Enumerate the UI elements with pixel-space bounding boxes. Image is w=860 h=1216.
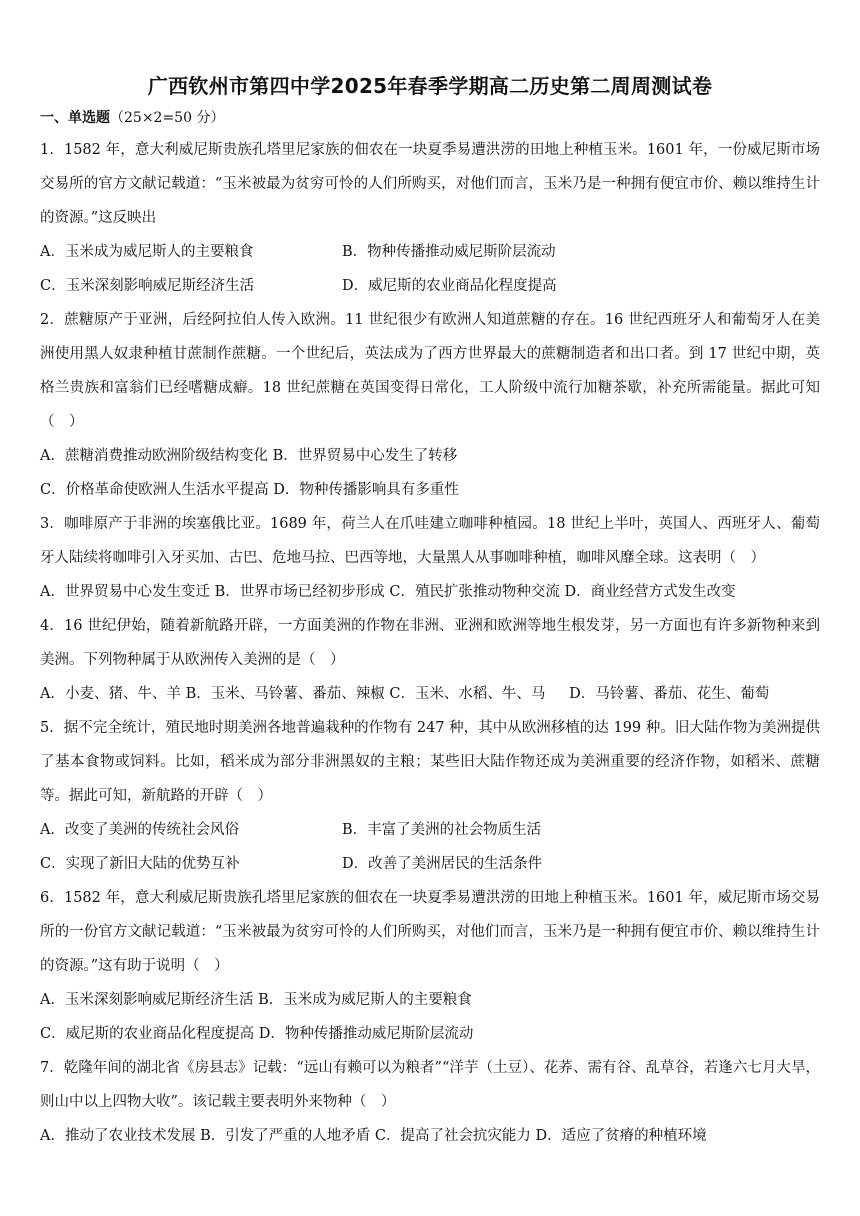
section-score: （25×2=50 分） [110, 110, 225, 126]
question-2-stem: 2．蔗糖原产于亚洲，后经阿拉伯人传入欧洲。11 世纪很少有欧洲人知道蔗糖的存在。16 世纪西班牙人和葡萄牙人在美洲使用黑人奴隶种植甘蔗制作蔗糖。一个世纪后，英法成为了西方世界最大的蔗糖制造者和出口者。到 17 世纪中期，英格兰贵族和富翁们已经嗜糖成癖。18 世纪蔗糖在英国变得日常化，工人阶级中流行加糖茶歇，补充所需能量。据此可知（ ） [40, 312, 820, 430]
question-3-stem: 3．咖啡原产于非洲的埃塞俄比亚。1689 年，荷兰人在爪哇建立咖啡种植园。18 世纪上半叶，英国人、西班牙人、葡萄牙人陆续将咖啡引入牙买加、古巴、危地马拉、巴西等地，大量黑人从事咖啡种植，咖啡风靡全球。这表明（ ） [40, 516, 820, 566]
question-list [40, 133, 820, 1153]
question-1-options-row1 [40, 235, 820, 269]
question-5-option-c[interactable]: C．实现了新旧大陆的优势互补 [40, 856, 240, 872]
exam-title: 广西钦州市第四中学2025年春季学期高二历史第二周周测试卷 [147, 74, 713, 98]
question-6-options-cd[interactable]: C．威尼斯的农业商品化程度提高 D．物种传播推动威尼斯阶层流动 [40, 1026, 474, 1042]
question-2-options-ab[interactable]: A．蔗糖消费推动欧洲阶级结构变化 B．世界贸易中心发生了转移 [40, 448, 458, 464]
question-3-options[interactable]: A．世界贸易中心发生变迁 B．世界市场已经初步形成 C．殖民扩张推动物种交流 D．商业经营方式发生改变 [40, 584, 736, 600]
question-1-option-c[interactable]: C．玉米深刻影响威尼斯经济生活 [40, 278, 255, 294]
question-5-options-row2 [40, 847, 820, 881]
question-1-option-a[interactable]: A．玉米成为威尼斯人的主要粮食 [40, 244, 254, 260]
question-1-option-b[interactable]: B．物种传播推动威尼斯阶层流动 [342, 244, 556, 260]
question-1-stem: 1．1582 年，意大利威尼斯贵族孔塔里尼家族的佃农在一块夏季易遭洪涝的田地上种植玉米。1601 年，一份威尼斯市场交易所的官方文献记载道：“玉米被最为贫穷可怜的人们所购买，对他们而言，玉米乃是一种拥有便宜市价、赖以维持生计的资源。”这反映出 [40, 142, 820, 226]
question-5-option-b[interactable]: B．丰富了美洲的社会物质生活 [342, 822, 542, 838]
question-5-option-a[interactable]: A．改变了美洲的传统社会风俗 [40, 822, 239, 838]
question-1-option-d[interactable]: D．威尼斯的农业商品化程度提高 [342, 278, 557, 294]
question-2-options-cd[interactable]: C．价格革命使欧洲人生活水平提高 D．物种传播影响具有多重性 [40, 482, 459, 498]
question-5-stem: 5．据不完全统计，殖民地时期美洲各地普遍栽种的作物有 247 种，其中从欧洲移植的达 199 种。旧大陆作物为美洲提供了基本食物或饲料。比如，稻米成为部分非洲黑奴的主粮；某些旧大陆作物还成为美洲重要的经济作物，如稻米、蔗糖等。据此可知，新航路的开辟（ ） [40, 720, 820, 804]
question-1-options-row2 [40, 269, 820, 303]
question-4-stem: 4．16 世纪伊始，随着新航路开辟，一方面美洲的作物在非洲、亚洲和欧洲等地生根发芽，另一方面也有许多新物种来到美洲。下列物种属于从欧洲传入美洲的是（ ） [40, 618, 820, 668]
question-5-option-d[interactable]: D．改善了美洲居民的生活条件 [342, 856, 543, 872]
question-5-options-row1 [40, 813, 820, 847]
section-name: 一、单选题 [40, 110, 110, 126]
question-7-stem: 7．乾隆年间的湖北省《房县志》记载：“远山有赖可以为粮者”“洋芋（土豆）、花荞、需有谷、乱草谷，若逢六七月大旱，则山中以上四物大收”。该记载主要表明外来物种（ ） [40, 1060, 820, 1110]
question-6-options-ab[interactable]: A．玉米深刻影响威尼斯经济生活 B．玉米成为威尼斯人的主要粮食 [40, 992, 472, 1008]
section-heading [40, 107, 224, 127]
question-6-stem: 6．1582 年，意大利威尼斯贵族孔塔里尼家族的佃农在一块夏季易遭洪涝的田地上种植玉米。1601 年，威尼斯市场交易所的一份官方文献记载道：“玉米被最为贫穷可怜的人们所购买，对他们而言，玉米乃是一种拥有便宜市价、赖以维持生计的资源。”这有助于说明（ ） [40, 890, 820, 974]
question-7-options[interactable]: A．推动了农业技术发展 B．引发了严重的人地矛盾 C．提高了社会抗灾能力 D．适应了贫瘠的种植环境 [40, 1128, 707, 1144]
question-4-options[interactable]: A．小麦、猪、牛、羊 B．玉米、马铃薯、番茄、辣椒 C．玉米、水稻、牛、马 D．马铃薯、番茄、花生、葡萄 [40, 686, 770, 702]
